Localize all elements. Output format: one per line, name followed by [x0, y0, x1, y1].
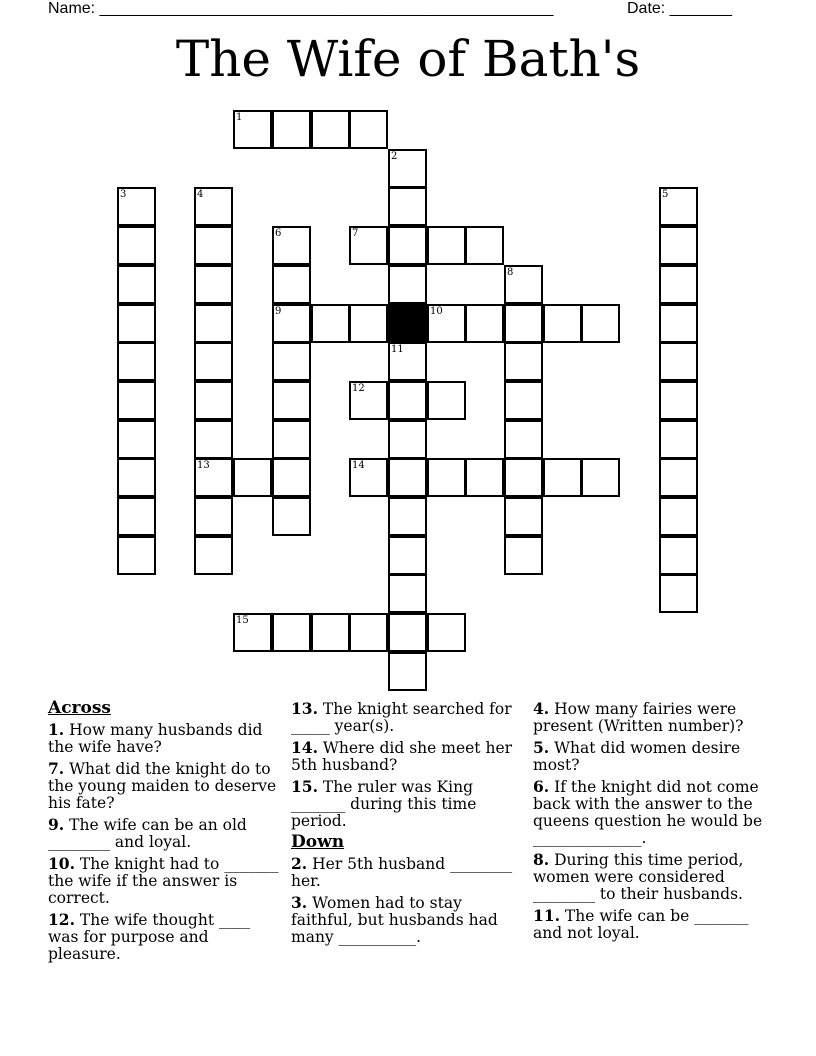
grid-cell[interactable]: [117, 536, 156, 575]
down-clue-3: 3. Women had to stay faithful, but husbands had many __________.: [291, 893, 498, 946]
grid-cell[interactable]: [272, 497, 311, 536]
grid-cell[interactable]: [272, 304, 311, 343]
grid-cell[interactable]: [388, 613, 427, 652]
down-clue-2: 2. Her 5th husband ________ her.: [291, 854, 513, 890]
clue-number: 11: [391, 344, 404, 355]
grid-cell[interactable]: [581, 304, 620, 343]
grid-cell[interactable]: [427, 458, 466, 497]
down-clue-11: 11. The wife can be _______ and not loyal.: [533, 906, 749, 942]
grid-cell[interactable]: [117, 420, 156, 459]
across-clue-13: 13. The knight searched for _____ year(s).: [291, 699, 512, 735]
across-clue-15: 15. The ruler was King _______ during this time period.: [291, 777, 477, 830]
across-clue-12: 12. The wife thought ____ was for purpose and pleasure.: [48, 910, 250, 963]
grid-cell[interactable]: [504, 497, 543, 536]
clue-number: 10: [430, 306, 443, 317]
grid-cell[interactable]: [465, 458, 504, 497]
clue-number: 8: [507, 267, 514, 278]
grid-cell[interactable]: [194, 536, 233, 575]
grid-cell[interactable]: [659, 574, 698, 613]
grid-cell[interactable]: [388, 342, 427, 381]
clue-number: 6: [275, 228, 282, 239]
clue-number: 4: [197, 189, 204, 200]
grid-cell[interactable]: [504, 265, 543, 304]
across-clue-9: 9. The wife can be an old ________ and loyal.: [48, 815, 247, 851]
clue-number: 12: [352, 383, 365, 394]
grid-cell[interactable]: [388, 265, 427, 304]
grid-cell[interactable]: [349, 458, 388, 497]
grid-cell[interactable]: [194, 420, 233, 459]
name-field-label: Name: ___________________________________________________: [48, 0, 554, 17]
clue-number: 14: [352, 460, 365, 471]
grid-cell[interactable]: [388, 652, 427, 691]
grid-cell[interactable]: [543, 458, 582, 497]
grid-cell[interactable]: [311, 613, 350, 652]
clue-number: 1: [236, 112, 243, 123]
grid-cell[interactable]: [233, 613, 272, 652]
clues-column-3: [533, 700, 773, 946]
grid-cell[interactable]: [194, 304, 233, 343]
grid-cell[interactable]: [194, 497, 233, 536]
grid-cell[interactable]: [349, 226, 388, 265]
grid-cell[interactable]: [233, 110, 272, 149]
grid-cell[interactable]: [272, 381, 311, 420]
clues-column-1: [48, 700, 284, 967]
grid-cell[interactable]: [504, 381, 543, 420]
across-clue-14: 14. Where did she meet her 5th husband?: [291, 738, 513, 774]
grid-cell[interactable]: [427, 613, 466, 652]
grid-cell[interactable]: [117, 458, 156, 497]
grid-cell[interactable]: [117, 187, 156, 226]
grid-cell[interactable]: [659, 497, 698, 536]
grid-cell[interactable]: [272, 613, 311, 652]
clue-number: 15: [236, 615, 249, 626]
grid-cell[interactable]: [272, 265, 311, 304]
grid-cell[interactable]: [388, 536, 427, 575]
grid-cell[interactable]: [504, 304, 543, 343]
grid-cell[interactable]: [659, 420, 698, 459]
clue-number: 2: [391, 151, 398, 162]
across-heading: Across: [48, 698, 111, 718]
grid-cell[interactable]: [388, 381, 427, 420]
grid-cell[interactable]: [388, 458, 427, 497]
grid-cell[interactable]: [388, 574, 427, 613]
grid-cell[interactable]: [581, 458, 620, 497]
date-field-label: Date: _______: [627, 0, 732, 17]
grid-cell[interactable]: [427, 226, 466, 265]
grid-cell[interactable]: [194, 342, 233, 381]
grid-cell[interactable]: [543, 304, 582, 343]
grid-cell[interactable]: [272, 110, 311, 149]
grid-cell[interactable]: [504, 342, 543, 381]
grid-cell[interactable]: [659, 226, 698, 265]
grid-cell[interactable]: [117, 304, 156, 343]
clue-number: 3: [120, 189, 127, 200]
grid-cell[interactable]: [388, 226, 427, 265]
grid-cell[interactable]: [117, 342, 156, 381]
grid-cell[interactable]: [194, 381, 233, 420]
across-clue-1: 1. How many husbands did the wife have?: [48, 720, 263, 756]
grid-cell[interactable]: [504, 458, 543, 497]
grid-cell[interactable]: [465, 304, 504, 343]
grid-cell[interactable]: [659, 381, 698, 420]
grid-cell[interactable]: [194, 187, 233, 226]
down-clue-4: 4. How many fairies were present (Written number)?: [533, 699, 744, 735]
grid-cell[interactable]: [388, 497, 427, 536]
grid-cell[interactable]: [117, 381, 156, 420]
grid-cell[interactable]: [659, 458, 698, 497]
grid-cell[interactable]: [194, 458, 233, 497]
grid-cell[interactable]: [427, 304, 466, 343]
grid-cell[interactable]: [659, 536, 698, 575]
down-heading: Down: [291, 832, 345, 852]
grid-cell[interactable]: [272, 420, 311, 459]
grid-cell[interactable]: [117, 265, 156, 304]
grid-cell[interactable]: [349, 304, 388, 343]
grid-cell[interactable]: [465, 226, 504, 265]
grid-cell[interactable]: [272, 342, 311, 381]
grid-cell[interactable]: [117, 497, 156, 536]
grid-block-cell: [388, 304, 427, 343]
grid-cell[interactable]: [504, 420, 543, 459]
grid-cell[interactable]: [427, 381, 466, 420]
grid-cell[interactable]: [388, 149, 427, 188]
clue-number: 7: [352, 228, 359, 239]
down-clue-5: 5. What did women desire most?: [533, 738, 741, 774]
across-clue-7: 7. What did the knight do to the young maiden to deserve his fate?: [48, 759, 277, 812]
grid-cell[interactable]: [117, 226, 156, 265]
grid-cell[interactable]: [659, 304, 698, 343]
grid-cell[interactable]: [349, 613, 388, 652]
grid-cell[interactable]: [349, 110, 388, 149]
grid-cell[interactable]: [659, 265, 698, 304]
grid-cell[interactable]: [388, 187, 427, 226]
grid-cell[interactable]: [272, 458, 311, 497]
grid-cell[interactable]: [233, 458, 272, 497]
clue-number: 9: [275, 306, 282, 317]
puzzle-title: The Wife of Bath's: [175, 30, 641, 88]
down-clue-6: 6. If the knight did not come back with the answer to the queens question he would be ______________.: [533, 777, 763, 847]
grid-cell[interactable]: [659, 187, 698, 226]
clue-number: 5: [662, 189, 669, 200]
grid-cell[interactable]: [311, 110, 350, 149]
grid-cell[interactable]: [659, 342, 698, 381]
clue-number: 13: [197, 460, 210, 471]
grid-cell[interactable]: [272, 226, 311, 265]
grid-cell[interactable]: [194, 226, 233, 265]
clues-column-2: [291, 700, 527, 950]
down-clue-8: 8. During this time period, women were considered ________ to their husbands.: [533, 850, 744, 903]
across-clue-10: 10. The knight had to _______ the wife if the answer is correct.: [48, 854, 279, 907]
grid-cell[interactable]: [311, 304, 350, 343]
grid-cell[interactable]: [504, 536, 543, 575]
grid-cell[interactable]: [388, 420, 427, 459]
grid-cell[interactable]: [349, 381, 388, 420]
grid-cell[interactable]: [194, 265, 233, 304]
